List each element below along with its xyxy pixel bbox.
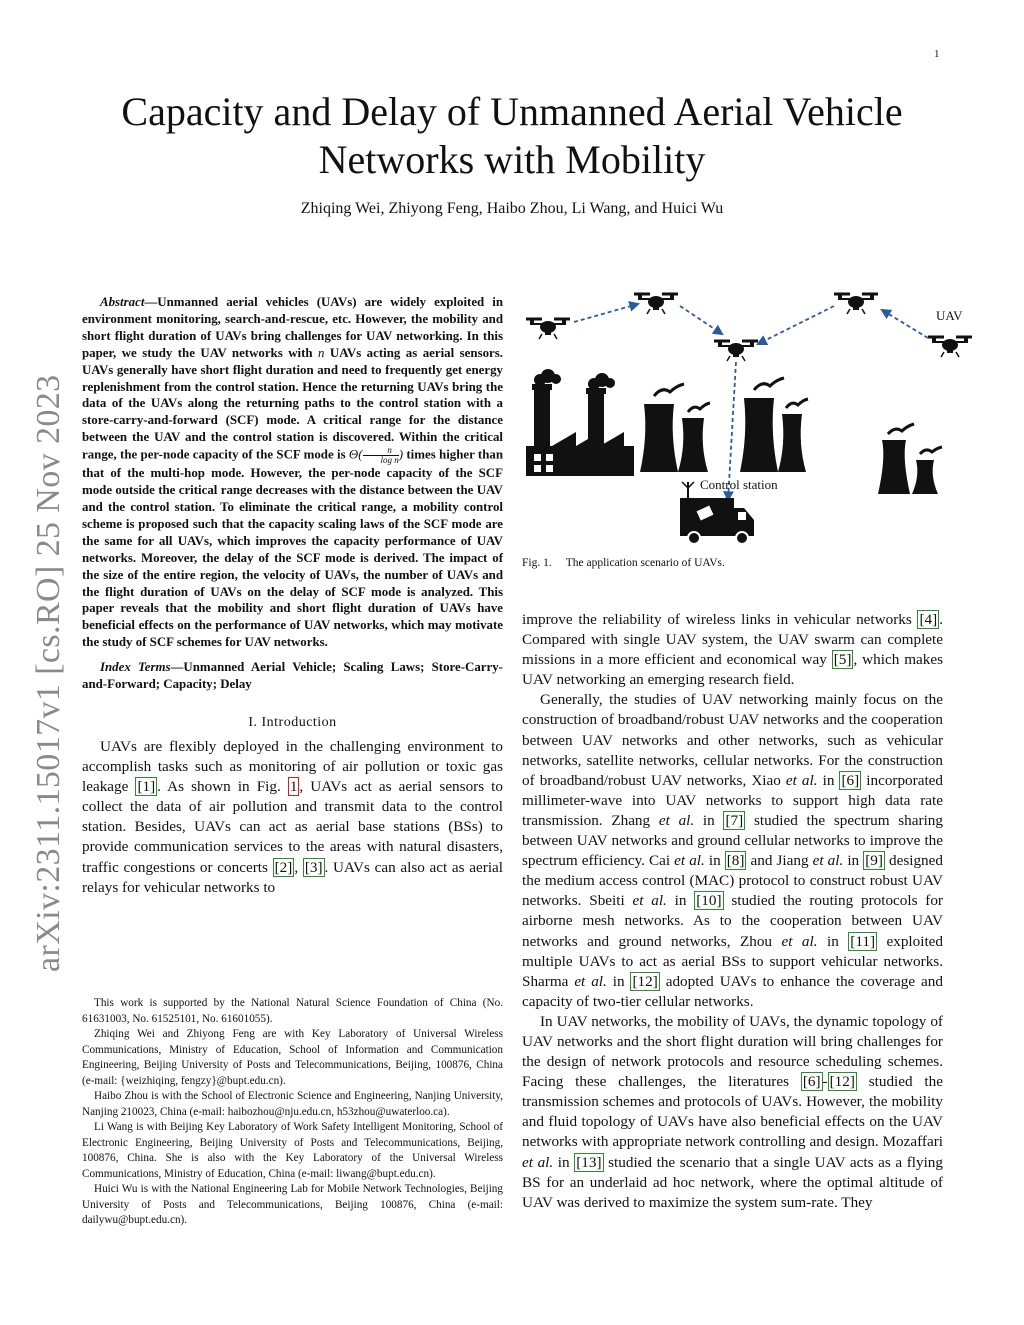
text-run: in xyxy=(817,932,849,950)
text-run: adopted UAVs to enhance the coverage and capacity of two-tier cellular networks. xyxy=(522,972,943,1010)
figure-uav-scenario xyxy=(522,286,992,572)
text-run: et al. xyxy=(785,771,818,789)
text-run: et al. xyxy=(522,1153,554,1171)
index-terms xyxy=(82,659,503,693)
intro-paragraph-left xyxy=(82,737,503,898)
text-run: improve the reliability of wireless links in vehicular networks xyxy=(522,611,918,628)
text-run: - xyxy=(822,1073,828,1091)
text-run: Generally, the studies of UAV networking mainly focus on the construction of broadband/robust UAV networks and the cooperation between UAV networks and other networks, such as vehicular networks, satellite networks, cellular networks. For the construction of broadband/robust UAV networks, Xiao xyxy=(522,691,943,789)
text-run: et al. xyxy=(574,972,607,990)
text-run: , UAVs act as aerial sensors to collect the data of air pollution and transmit data to the control station. Besides, UAVs can act as aerial base stations (BSs) to provide communication services to the areas with natural disasters, traffic congestions or concerts xyxy=(82,778,503,876)
index-terms-text: —Unmanned Aerial Vehicle; Scaling Laws; Store-Carry-and-Forward; Capacity; Delay xyxy=(82,660,503,692)
text-run: et al. xyxy=(812,852,844,870)
paragraph xyxy=(522,690,943,1012)
math-fraction xyxy=(363,446,399,465)
citation-link[interactable]: [9] xyxy=(865,852,883,870)
citation-link[interactable]: [3] xyxy=(304,858,323,876)
author-list: Zhiqing Wei, Zhiyong Feng, Haibo Zhou, Li Wang, and Huici Wu xyxy=(300,200,724,217)
right-column xyxy=(522,610,943,1213)
paragraph-continued xyxy=(522,610,943,690)
link-arrow xyxy=(882,310,928,338)
text-run: in xyxy=(704,852,725,870)
link-arrow xyxy=(758,306,834,344)
cooling-tower-icon xyxy=(640,398,938,494)
footnotes xyxy=(82,996,503,1229)
footnote-funding: This work is supported by the National Natural Science Foundation of China (No. 61631003, No. 61525101, No. 61601055). xyxy=(82,997,503,1025)
text-run: designed the medium access control (MAC) protocol to construct robust UAV networks. Sbeiti xyxy=(522,852,943,910)
math-theta: Θ( xyxy=(348,447,363,462)
citation-link[interactable]: [2] xyxy=(274,858,293,876)
citation-link[interactable]: [7] xyxy=(725,811,744,829)
math-paren-close: ) xyxy=(398,447,404,462)
text-run: In UAV networks, the mobility of UAVs, the dynamic topology of UAV networks and the short flight duration will bring challenges for the design of network protocols and resource scheduling schemes. Facing these challenges, the literatures xyxy=(522,1012,943,1091)
abstract-text-1: —Unmanned aerial vehicles (UAVs) are widely exploited in environment monitoring, search-and-rescue, etc. However, the mobility and short flight duration of UAVs bring challenges for UAV networking. In this paper, we study the UAV networks with xyxy=(82,295,503,360)
title-line-1: Capacity and Delay of Unmanned Aerial Vehicle xyxy=(121,89,903,134)
paper-title xyxy=(40,88,984,184)
citation-link[interactable]: [11] xyxy=(850,932,876,950)
citation-link[interactable]: [6] xyxy=(841,771,860,789)
citation-link[interactable]: [1] xyxy=(137,778,156,796)
page-number: 1 xyxy=(934,48,940,60)
citation-link[interactable]: [5] xyxy=(833,651,852,669)
figure-caption xyxy=(522,557,725,569)
text-run: in xyxy=(606,972,631,990)
drone-icon xyxy=(834,294,878,314)
fraction-denominator: log n xyxy=(380,455,399,466)
citation-link[interactable]: [12] xyxy=(632,972,658,990)
fraction-numerator: n xyxy=(363,446,399,456)
text-run: in xyxy=(666,892,695,910)
index-terms-lead: Index Terms xyxy=(100,660,171,675)
citation-link[interactable]: [4] xyxy=(919,611,938,628)
paragraph xyxy=(522,1012,943,1213)
drone-icon xyxy=(928,337,972,357)
text-run: studied the routing protocols for airborne mesh networks. As to the cooperation between UAV networks and ground networks, Zhou xyxy=(522,892,943,950)
footnote-affiliation: Zhiqing Wei and Zhiyong Feng are with Key Laboratory of Universal Wireless Communications, Ministry of Education, School of Information and Communication Engineering, Beijing University of Posts and Telecommunications, Beijing, 100876, China (e-mail: {weizhiqing, fengzy}@bupt.edu.cn). xyxy=(82,1028,503,1087)
footnote-affiliation: Huici Wu is with the National Engineering Lab for Mobile Network Technologies, Beijing University of Posts and Telecommunications, Beijing 100876, China (e-mail: dailywu@bupt.edu.cn). xyxy=(82,1183,503,1226)
citation-link[interactable]: [8] xyxy=(726,852,745,870)
link-arrow xyxy=(574,304,638,322)
text-run: studied the spectrum sharing between UAV networks and ground cellular networks to improve the spectrum efficiency. Cai xyxy=(522,811,943,870)
text-run: . As shown in Fig. xyxy=(157,778,288,796)
figure-reference-link[interactable]: 1 xyxy=(289,778,298,796)
abstract xyxy=(82,294,503,651)
caption-label: Fig. 1. xyxy=(522,557,552,569)
text-run: in xyxy=(694,811,724,829)
citation-link[interactable]: [6] xyxy=(802,1073,821,1091)
footnote-affiliation: Li Wang is with Beijing Key Laboratory of Work Safety Intelligent Monitoring, School of Electronic Engineering, Beijing University of Posts and Telecommunications, Beijing, 100876, China. She is also with the Key Laboratory of the Universal Wireless Communications, Ministry of Education, China (e-mail: liwang@bupt.edu.cn). xyxy=(82,1121,503,1180)
text-run: in xyxy=(817,771,840,789)
title-line-2: Networks with Mobility xyxy=(318,137,706,182)
text-run: et al. xyxy=(781,932,818,950)
footnote-affiliation: Haibo Zhou is with the School of Electronic Science and Engineering, Nanjing University, Nanjing 210023, China (e-mail: haibozhou@nju.edu.cn, h53zhou@uwaterloo.ca). xyxy=(82,1090,503,1118)
text-run: UAVs are flexibly deployed in the challenging environment to accomplish tasks such as monitoring of air pollution or toxic gas leakage xyxy=(82,737,503,796)
arxiv-identifier: arXiv:2311.15017v1 [cs.RO] 25 Nov 2023 xyxy=(30,374,67,972)
text-run: , xyxy=(294,858,303,876)
abstract-lead: Abstract xyxy=(100,295,145,309)
left-column xyxy=(82,294,503,898)
link-arrow xyxy=(680,306,722,334)
text-run: et al. xyxy=(658,811,695,829)
drone-icon xyxy=(634,294,678,314)
uav-label: UAV xyxy=(936,308,963,323)
section-heading-introduction: I. Introduction xyxy=(248,714,337,730)
citation-link[interactable]: [12] xyxy=(829,1073,855,1091)
scenario-illustration xyxy=(522,286,992,556)
text-run: exploited multiple UAVs to act as aerial BSs to support vehicular networks. Sharma xyxy=(522,932,944,990)
abstract-text-3: times higher than that of the multi-hop mode. However, the per-node capacity of the SCF mode outside the critical range decreases with the distance between the UAV and the control station. To eliminate the critical range, a mobility control scheme is proposed such that the capacity scaling laws of the SCF mode are the same for all UAVs, which improves the capacity performance of UAV networks. Moreover, the delay of the SCF mode is derived. The impact of the size of the entire region, the velocity of UAVs, the number of UAVs and the flight duration of UAVs on the delay of SCF mode is analyzed. This paper reveals that the mobility and short flight duration of UAVs have beneficial effects on the performance of UAV networks, which may motivate the study of SCF schemes for UAV networks. xyxy=(82,447,504,650)
text-run: . UAVs can also act as aerial relays for vehicular networks to xyxy=(82,858,504,896)
text-run: studied the scenario that a single UAV acts as a flying BS for an underlaid ad hoc network, where the optimal altitude of UAV was derived to maximize the system sum-rate. They xyxy=(522,1153,943,1211)
text-run: and Jiang xyxy=(746,852,813,870)
drone-icon xyxy=(526,319,570,339)
text-run: , which makes UAV networking an emerging research field. xyxy=(522,651,943,689)
text-run: in xyxy=(553,1153,575,1171)
text-run: . Compared with single UAV system, the UAV swarm can complete missions in a more efficient and economical way xyxy=(522,611,943,669)
drone-icon xyxy=(714,341,758,361)
caption-text: The application scenario of UAVs. xyxy=(565,557,725,569)
text-run: incorporated millimeter-wave into UAV networks to support high data rate transmission. Zhang xyxy=(522,771,944,829)
citation-link[interactable]: [10] xyxy=(696,892,722,910)
text-run: in xyxy=(843,852,864,870)
text-run: et al. xyxy=(632,892,667,910)
control-station-label: Control station xyxy=(700,477,778,492)
text-run: et al. xyxy=(674,852,705,870)
citation-link[interactable]: [13] xyxy=(576,1153,602,1171)
abstract-text-2: UAVs acting as aerial sensors. UAVs generally have short flight duration and need to frequently get energy replenishment from the control station. Hence the returning UAVs bring the data of the UAVs along the returning paths to the control station with a store-carry-and-forward (SCF) mode. A critical range for the distance between the UAV and the control station is discovered. Within the critical range, the per-node capacity of the SCF mode is xyxy=(82,345,503,462)
math-n: n xyxy=(318,345,325,360)
factory-icon xyxy=(526,369,634,476)
text-run: studied the transmission schemes and protocols of UAVs. However, the mobility and fluid topology of UAVs have also beneficial effects on the UAV networks with appropriate network controlling and design. Mozaffari xyxy=(522,1073,943,1151)
